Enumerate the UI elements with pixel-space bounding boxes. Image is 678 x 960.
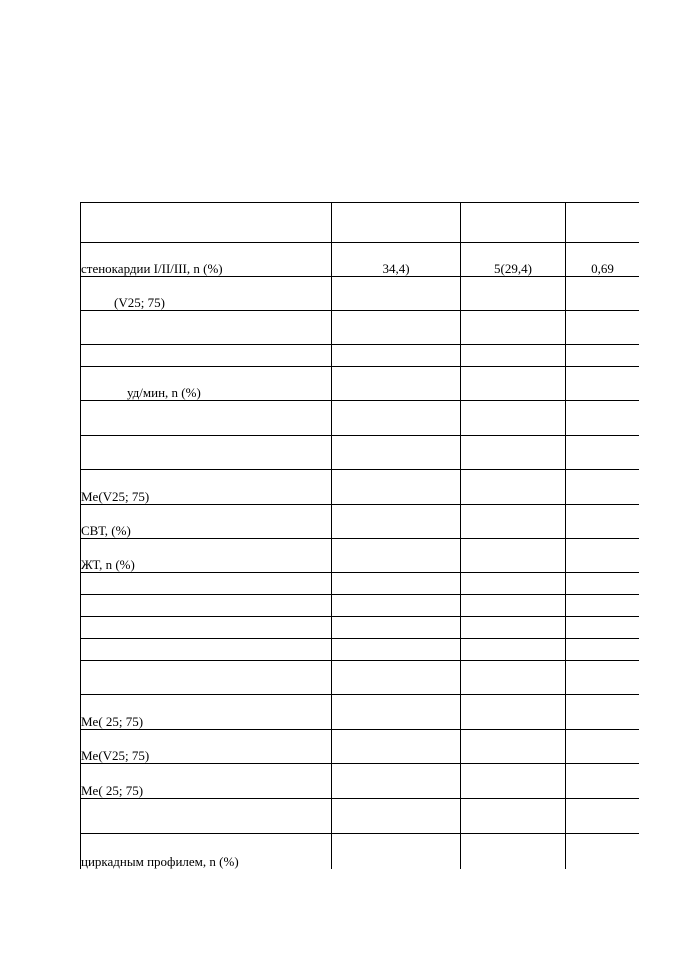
table-row <box>81 639 640 661</box>
row-label: Me( 25; 75) <box>81 695 332 730</box>
table-row <box>81 799 640 834</box>
row-label: (V25; 75) <box>81 277 332 311</box>
cell-group-1 <box>332 539 461 573</box>
cell-p-value <box>566 539 640 573</box>
table-container <box>80 202 639 890</box>
row-label <box>81 661 332 695</box>
cell-group-2 <box>461 436 566 470</box>
cell-group-2 <box>461 401 566 436</box>
cell-p-value <box>566 695 640 730</box>
cell-group-2 <box>461 345 566 367</box>
cell-group-1 <box>332 436 461 470</box>
cell-group-1 <box>332 695 461 730</box>
row-label <box>81 595 332 617</box>
table-row <box>81 834 640 869</box>
cell-group-2 <box>461 639 566 661</box>
data-table <box>80 202 639 869</box>
cell-group-2 <box>461 764 566 799</box>
cell-group-2 <box>461 277 566 311</box>
cell-group-2 <box>461 203 566 243</box>
table-row <box>81 661 640 695</box>
row-label <box>81 203 332 243</box>
cell-p-value <box>566 617 640 639</box>
cell-p-value <box>566 834 640 869</box>
cell-group-2 <box>461 573 566 595</box>
row-label: ЖТ, n (%) <box>81 539 332 573</box>
cell-p-value <box>566 661 640 695</box>
cell-p-value <box>566 505 640 539</box>
cell-group-1 <box>332 730 461 764</box>
cell-p-value <box>566 573 640 595</box>
cell-p-value: 0,69 <box>566 243 640 277</box>
cell-group-2 <box>461 367 566 401</box>
cell-p-value <box>566 203 640 243</box>
cell-group-1: 34,4) <box>332 243 461 277</box>
cell-group-2 <box>461 799 566 834</box>
cell-p-value <box>566 436 640 470</box>
table-row <box>81 203 640 243</box>
cell-p-value <box>566 730 640 764</box>
cell-group-1 <box>332 595 461 617</box>
cell-group-1 <box>332 203 461 243</box>
table-row <box>81 436 640 470</box>
cell-group-2 <box>461 595 566 617</box>
row-label: стенокардии I/II/III, n (%) <box>81 243 332 277</box>
cell-group-1 <box>332 311 461 345</box>
row-label <box>81 639 332 661</box>
table-row <box>81 505 640 539</box>
cell-group-2 <box>461 311 566 345</box>
cell-group-1 <box>332 617 461 639</box>
table-row <box>81 573 640 595</box>
cell-group-1 <box>332 277 461 311</box>
cell-group-1 <box>332 401 461 436</box>
row-label <box>81 617 332 639</box>
row-label: СВТ, (%) <box>81 505 332 539</box>
row-label <box>81 345 332 367</box>
table-row <box>81 595 640 617</box>
cell-group-2 <box>461 661 566 695</box>
cell-p-value <box>566 401 640 436</box>
table-row <box>81 277 640 311</box>
row-label <box>81 436 332 470</box>
cell-p-value <box>566 764 640 799</box>
cell-group-1 <box>332 470 461 505</box>
table-row <box>81 617 640 639</box>
table-row <box>81 367 640 401</box>
cell-group-2 <box>461 834 566 869</box>
table-row <box>81 695 640 730</box>
cell-group-1 <box>332 573 461 595</box>
row-label: уд/мин, n (%) <box>81 367 332 401</box>
row-label <box>81 401 332 436</box>
cell-p-value <box>566 799 640 834</box>
cell-group-1 <box>332 799 461 834</box>
cell-p-value <box>566 367 640 401</box>
cell-p-value <box>566 470 640 505</box>
table-row <box>81 764 640 799</box>
cell-p-value <box>566 311 640 345</box>
table-row <box>81 311 640 345</box>
cell-group-2 <box>461 505 566 539</box>
cell-group-2 <box>461 470 566 505</box>
table-row <box>81 539 640 573</box>
row-label <box>81 573 332 595</box>
cell-group-1 <box>332 367 461 401</box>
row-label <box>81 311 332 345</box>
cell-group-2 <box>461 730 566 764</box>
row-label: Me(V25; 75) <box>81 730 332 764</box>
row-label: Me(V25; 75) <box>81 470 332 505</box>
cell-group-2: 5(29,4) <box>461 243 566 277</box>
cell-group-1 <box>332 505 461 539</box>
row-label <box>81 799 332 834</box>
cell-group-1 <box>332 661 461 695</box>
table-row <box>81 730 640 764</box>
table-row <box>81 401 640 436</box>
row-label: Me( 25; 75) <box>81 764 332 799</box>
cell-group-2 <box>461 539 566 573</box>
cell-group-2 <box>461 617 566 639</box>
cell-group-1 <box>332 764 461 799</box>
cell-p-value <box>566 639 640 661</box>
table-row <box>81 243 640 277</box>
row-label: циркадным профилем, n (%) <box>81 834 332 869</box>
cell-group-1 <box>332 345 461 367</box>
cell-p-value <box>566 595 640 617</box>
cell-p-value <box>566 345 640 367</box>
table-row <box>81 345 640 367</box>
cell-group-1 <box>332 834 461 869</box>
table-row <box>81 470 640 505</box>
cell-group-2 <box>461 695 566 730</box>
cell-p-value <box>566 277 640 311</box>
cell-group-1 <box>332 639 461 661</box>
